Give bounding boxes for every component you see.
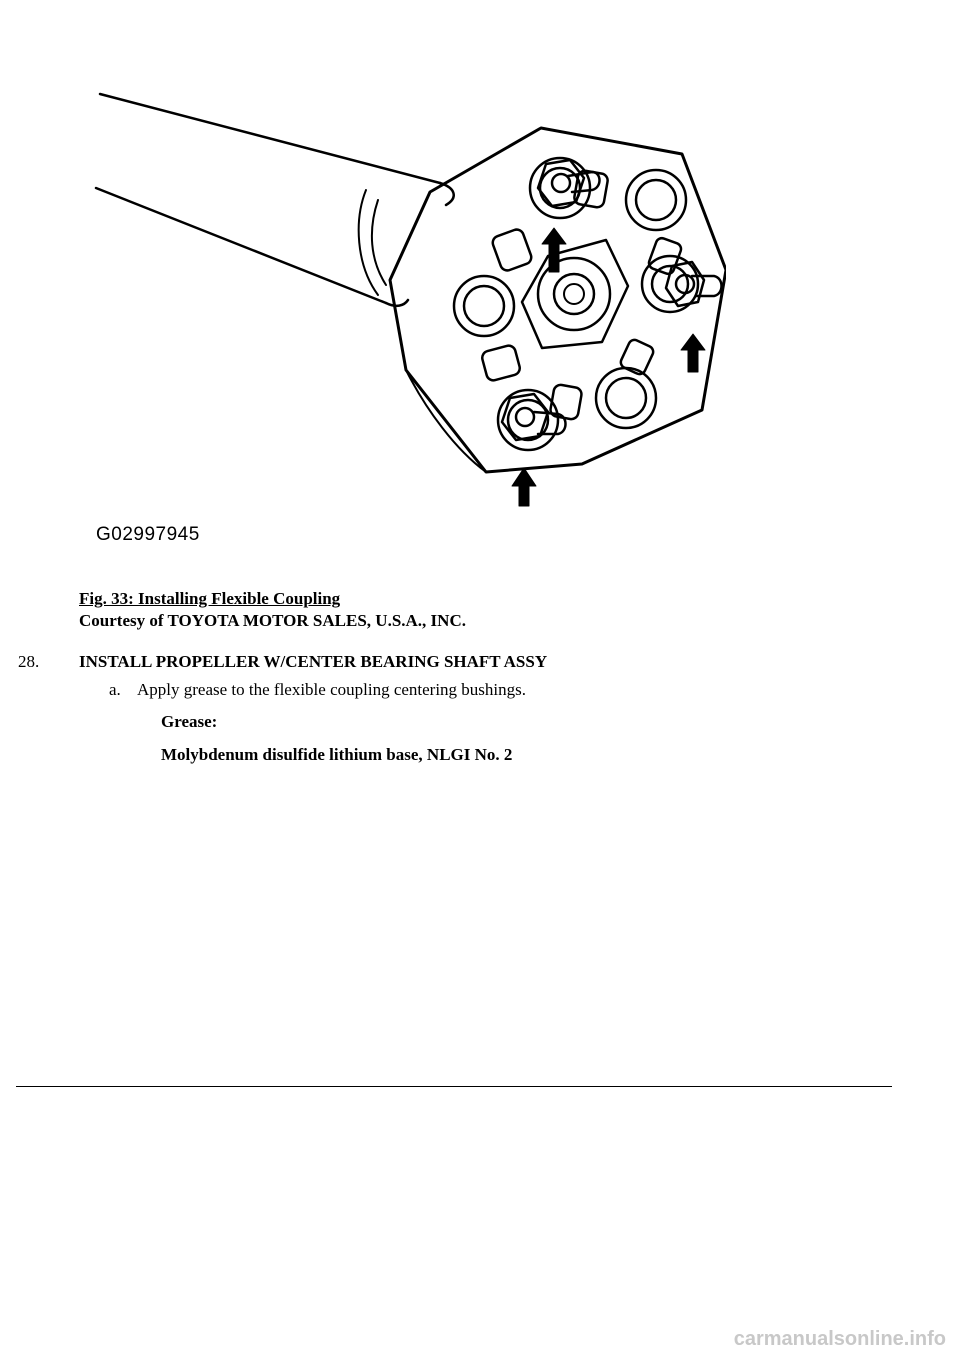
figure-id-label: G02997945 bbox=[96, 524, 200, 545]
figure-caption-courtesy: Courtesy of TOYOTA MOTOR SALES, U.S.A., INC. bbox=[79, 611, 466, 630]
propeller-shaft bbox=[96, 94, 454, 306]
step-number: 28. bbox=[18, 652, 40, 671]
step-title: INSTALL PROPELLER W/CENTER BEARING SHAFT ASSY bbox=[79, 652, 548, 671]
center-hub bbox=[522, 240, 628, 348]
substep-letter: a. bbox=[109, 680, 121, 699]
site-watermark[interactable]: carmanualsonline.info bbox=[733, 1328, 946, 1350]
flexible-coupling-illustration bbox=[86, 80, 726, 550]
substep-text: Apply grease to the flexible coupling centering bushings. bbox=[137, 680, 527, 699]
spec-label: Grease: bbox=[161, 712, 218, 731]
page-divider bbox=[16, 1086, 892, 1087]
spec-value: Molybdenum disulfide lithium base, NLGI No. 2 bbox=[161, 745, 513, 764]
figure-caption-title[interactable]: Fig. 33: Installing Flexible Coupling bbox=[79, 589, 341, 608]
